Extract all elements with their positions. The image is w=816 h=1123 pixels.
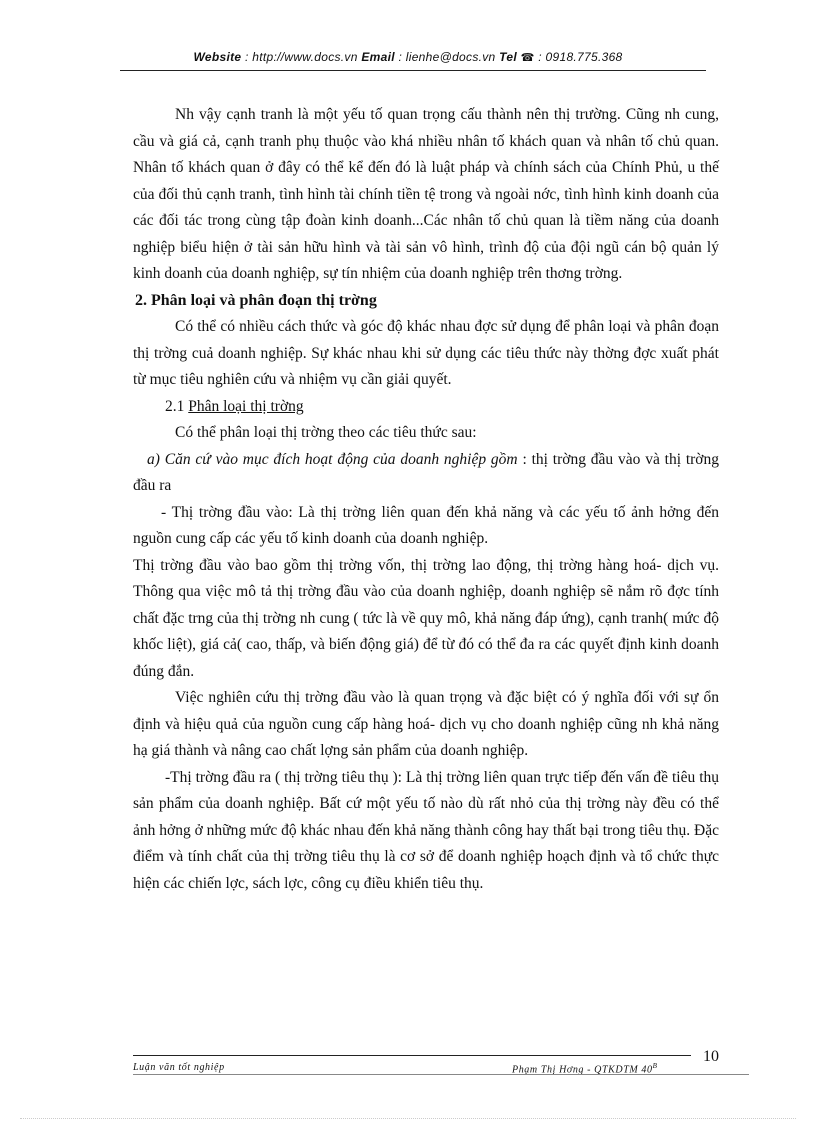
paragraph-classification-intro: Có thể có nhiều cách thức và góc độ khác nhau đợc sử dụng để phân loại và phân đoạn thị trờng cuả doanh nghiệp. Sự khác nhau khi sử dụng các tiêu thức này thờng đợc xuất phát từ mục tiêu nghiên cứu và nhiệm vụ cần giải quyết. (133, 318, 719, 388)
website-value: : http://www.docs.vn (241, 50, 362, 64)
document-body (133, 102, 719, 897)
paragraph-input-research: Việc nghiên cứu thị trờng đầu vào là quan trọng và đặc biệt có ý nghĩa đối với sự ổn định và hiệu quả của nguồn cung cấp hàng hoá- dịch vụ cho doanh nghiệp cũng nh khả năng hạ giá thành và nâng cao chất lợng sản phẩm của doanh nghiệp. (133, 689, 719, 759)
tel-label: Tel (499, 50, 517, 64)
paragraph-criterion-a (133, 447, 719, 500)
paragraph-criteria: Có thể phân loại thị trờng theo các tiêu thức sau: (175, 424, 477, 441)
section-heading-2: 2. Phân loại và phân đoạn thị trờng (135, 291, 377, 309)
subsection-number: 2.1 (165, 397, 189, 415)
paragraph-input-market: - Thị trờng đầu vào: Là thị trờng liên quan đến khả năng và các yếu tố ảnh hởng đến nguồn cung cấp các yếu tố kinh doanh của doanh nghiệp. (133, 503, 719, 547)
header-rule (120, 70, 706, 71)
paragraph-competition: Nh vậy cạnh tranh là một yếu tố quan trọng cấu thành nên thị trường. Cũng nh cung, cầu và giá cả, cạnh tranh phụ thuộc vào khá nhiều nhân tố khách quan và nhân tố chủ quan. Nhân tố khách quan ở đây có thể kể đến đó là luật pháp và chính sách của Chính Phủ, u thế của đối thủ cạnh tranh, tình hình tài chính tiền tệ trong và ngoài nớc, tình hình kinh doanh của các đối tác trong cùng tập đoàn kinh doanh...Các nhân tố chủ quan là tiềm năng của doanh nghiệp biểu hiện ở tài sản hữu hình và tài sản vô hình, trình độ của đội ngũ cán bộ quản lý kinh doanh của doanh nghiệp, sự tín nhiệm của doanh nghiệp trên thơng trờng. (133, 106, 719, 282)
page-bottom-dotted-rule (20, 1118, 796, 1119)
email-value: : lienhe@docs.vn (394, 50, 500, 64)
email-label: Email (361, 50, 395, 64)
paragraph-output-market: -Thị trờng đầu ra ( thị trờng tiêu thụ ): Là thị trờng liên quan trực tiếp đến vấn đề tiêu thụ sản phẩm của doanh nghiệp. Bất cứ một yếu tố nào dù rất nhỏ của thị trờng này đều có thể ảnh hởng ở những mức độ khác nhau đến khả năng thành công hay thất bại trong tiêu thụ. Đặc điểm và tính chất của thị trờng tiêu thụ là cơ sở để doanh nghiệp hoạch định và tổ chức thực hiện các chiến lợc, sách lợc, công cụ điều khiển tiêu thụ. (133, 768, 719, 892)
footer-thesis-label: Luận văn tốt nghiệp (133, 1062, 225, 1073)
footer-rule (133, 1055, 691, 1056)
criterion-a-rest: : thị trờng đầu vào và thị trờng đầu ra (133, 450, 720, 494)
bottom-rule (133, 1074, 749, 1075)
phone-icon: ☎ (520, 52, 535, 64)
criterion-a-italic: a) Căn cứ vào mục đích hoạt động của doanh nghiệp gồm (147, 450, 518, 468)
paragraph-input-market-detail: Thị trờng đầu vào bao gồm thị trờng vốn, thị trờng lao động, thị trờng hàng hoá- dịch vụ. Thông qua việc mô tả thị trờng đầu vào của doanh nghiệp, doanh nghiệp sẽ nắm rõ đợc tính chất đặc trng của thị trờng nh cung ( tức là về quy mô, khả năng đáp ứng), cạnh tranh( mức độ khốc liệt), giá cả( cao, thấp, và biến động giá) để từ đó có thể đa ra các quyết định kinh doanh đúng đắn. (133, 556, 719, 680)
page-header (0, 50, 816, 64)
footer-author-sup: B (652, 1062, 658, 1070)
subsection-title: Phân loại thị trờng (188, 397, 304, 415)
footer-author-text: Phạm Thị Hơng - QTKDTM 40 (512, 1064, 653, 1076)
page-number: 10 (703, 1048, 719, 1065)
tel-value: : 0918.775.368 (534, 50, 623, 64)
subsection-heading-2-1 (133, 394, 719, 421)
website-label: Website (193, 50, 242, 64)
